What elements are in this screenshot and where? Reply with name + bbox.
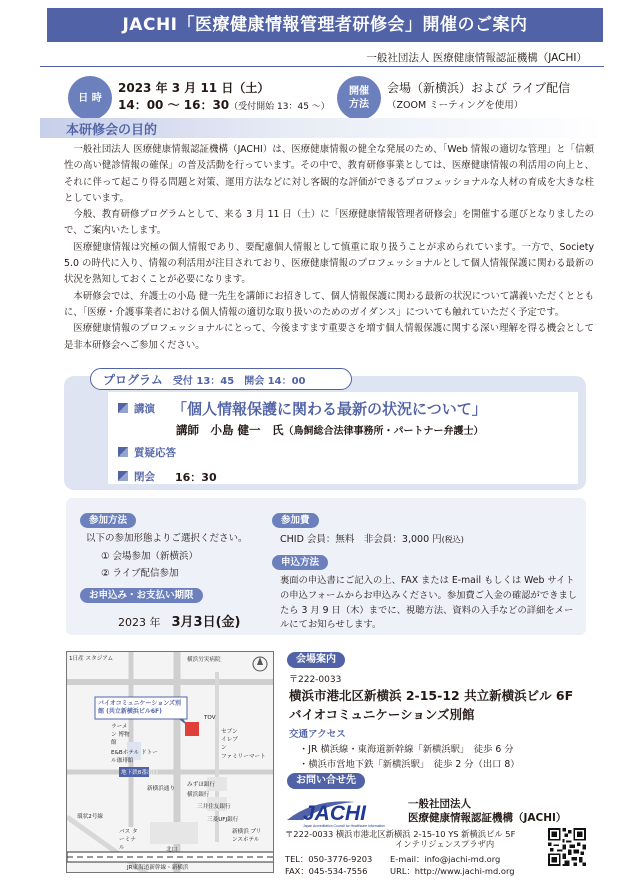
map-label: 北口 bbox=[166, 847, 178, 853]
purpose-body bbox=[64, 142, 594, 354]
participation-intro: 以下の参加形態よりご選択ください。 bbox=[86, 533, 248, 544]
apply-text: 裏面の申込書にご記入の上、FAX または E-mail もしくは Web サイトの申込フォームからお申込みください。参加費ご入金の確認ができましたら 3 月 9 日（木）までに、視聴方法、資料の入手などの詳細をメールにてお知らせします。 bbox=[280, 575, 578, 631]
access-item: ・横浜市営地下鉄「新横浜駅」 徒歩 2 分（出口 8） bbox=[299, 759, 520, 770]
map-label: セブン イレブン bbox=[221, 729, 238, 751]
closing-label: 閉会 bbox=[134, 471, 155, 483]
map-label: ラーメン 博物館 bbox=[111, 724, 130, 746]
bullet-square-icon bbox=[118, 403, 128, 413]
page-title: JACHI「医療健康情報管理者研修会」開催のご案内 bbox=[47, 8, 603, 42]
venue-label: 会場案内 bbox=[287, 652, 345, 668]
apply-label: 申込方法 bbox=[272, 555, 328, 570]
map-label: バス ターミナル bbox=[119, 829, 138, 851]
map-label: 新横浜 プリンスホテル bbox=[232, 829, 262, 843]
map-label: TOV bbox=[204, 715, 216, 721]
map-label: 地下鉄8番出口 bbox=[121, 770, 159, 776]
fee-text: CHID 会員：無料 非会員：3,000 円(税込) bbox=[280, 534, 464, 545]
date-badge: 日 時 bbox=[68, 76, 112, 120]
deadline: 2023 年 3月3日(金) bbox=[118, 615, 241, 630]
lecture-title: 「個人情報保護に関わる最新の状況について」 bbox=[172, 400, 487, 418]
participation-label: 参加方法 bbox=[80, 513, 136, 528]
map-label: ファミリーマート bbox=[221, 754, 266, 760]
contact-fax: FAX：045-534-7556 bbox=[285, 866, 368, 876]
event-time: 14：00 ～ 16：30（受付開始 13：45 ～） bbox=[118, 98, 330, 112]
purpose-paragraph: 医療健康情報のプロフェッショナルにとって、今後ますます重要さを増す個人情報保護に関する深い理解を得る機会として是非本研修会へご参加ください。 bbox=[64, 323, 594, 351]
divider bbox=[40, 66, 604, 67]
map-label: 新横浜通り bbox=[147, 786, 175, 792]
event-date: 2023 年 3 月 11 日（土） bbox=[118, 81, 270, 95]
program-label: プログラム 受付 13：45 開会 14：00 bbox=[90, 368, 352, 390]
deadline-label: お申込み・お支払い期限 bbox=[80, 588, 203, 603]
participation-option: ② ライブ配信参加 bbox=[101, 568, 179, 579]
jachi-logo-icon bbox=[285, 796, 400, 830]
venue-address: 横浜市港北区新横浜 2-15-12 共立新横浜ビル 6F bbox=[289, 688, 574, 703]
contact-tel: TEL：050-3776-9203 bbox=[285, 854, 373, 864]
bullet-square-icon bbox=[118, 471, 128, 481]
qr-code-icon bbox=[548, 828, 586, 866]
access-map bbox=[66, 651, 274, 873]
purpose-paragraph: 一般社団法人 医療健康情報認証機構（JACHI）は、医療健康情報の健全な発展のため、「Web 情報の適切な管理」と「信頼性の高い健診情報の確保」の普及活動を行っています。その中で、教育研修事業としては、医療健康情報の利活用の向上と、それに伴って起こり得る問題と対策、運用方法などに対し客観的な評価ができるプロフェッショナルな人材の育成を大きな柱としています。 bbox=[64, 144, 594, 204]
contact-org: 一般社団法人 医療健康情報認証機構（JACHI） bbox=[408, 798, 567, 824]
qa-label: 質疑応答 bbox=[134, 447, 176, 459]
map-venue-callout: バイオコミュニケーションズ別館 (共立新横浜ビル6F) bbox=[98, 700, 182, 715]
map-label: JR東海道新幹線・新横浜 bbox=[127, 865, 189, 871]
svg-text:JACHI: JACHI bbox=[303, 802, 367, 825]
venue-building: バイオコミュニケーションズ別館 bbox=[289, 707, 475, 722]
access-item: ・JR 横浜線・東海道新幹線「新横浜駅」 徒歩 6 分 bbox=[299, 744, 514, 755]
bullet-square-icon bbox=[118, 447, 128, 457]
contact-label: お問い合せ先 bbox=[287, 773, 365, 789]
event-venue: 会場（新横浜）および ライブ配信 bbox=[387, 81, 571, 95]
contact-url[interactable]: URL：http://www.jachi-md.org bbox=[390, 866, 515, 876]
access-heading: 交通アクセス bbox=[289, 729, 346, 740]
contact-address: 〒222-0033 横浜市港北区新横浜 2-15-10 YS 新横浜ビル 5F インテリジェンスプラザ内 bbox=[285, 829, 516, 849]
map-label: 横浜銀行 bbox=[187, 792, 210, 798]
purpose-paragraph: 本研修会では、弁護士の小島 健一先生を講師にお招きして、個人情報保護に関わる最新の状況について講義いただくとともに、「医療・介護事業者における個人情報の適切な取り扱いのためのガイダンス」についても触れていただく予定です。 bbox=[64, 290, 594, 318]
purpose-paragraph: 今般、教育研修プログラムとして、来る 3 月 11 日（土）に「医療健康情報管理者研修会」を開催する運びとなりましたので、ご案内いたします。 bbox=[64, 209, 594, 237]
svg-text:Japan Accreditation Council fo: Japan Accreditation Council for Healthcare Information bbox=[303, 824, 385, 828]
purpose-heading: 本研修会の目的 bbox=[40, 118, 604, 138]
lecture-label: 講演 bbox=[134, 403, 155, 415]
organizer-name: 一般社団法人 医療健康情報認証機構（JACHI） bbox=[366, 52, 587, 64]
venue-postal: 〒222-0033 bbox=[289, 675, 342, 685]
map-label: みずほ銀行 bbox=[187, 782, 215, 788]
event-venue-note: （ZOOM ミーティングを使用） bbox=[387, 100, 524, 111]
map-label: 三井住友銀行 bbox=[197, 804, 231, 810]
map-label: E&Bホテル ドトール珈琲館 bbox=[111, 750, 158, 764]
map-label: 1日産 スタジアム bbox=[69, 656, 114, 662]
contact-email[interactable]: E-mail：info@jachi-md.org bbox=[390, 854, 501, 864]
map-label: 横浜労災病院 bbox=[187, 657, 221, 663]
lecturer: 講師 小島 健一 氏（鳥飼総合法律事務所・パートナー弁護士） bbox=[176, 423, 484, 437]
jachi-logo bbox=[285, 796, 400, 830]
map-label: 三菱UFJ銀行 bbox=[207, 817, 239, 823]
purpose-paragraph: 医療健康情報は究極の個人情報であり、要配慮個人情報として慎重に取り扱うことが求められています。一方で、Society 5.0 の時代に入り、情報の利活用が注目されており、医療健康情報のプロフェッショナルとして個人情報保護に関わる最新の状況を熟知しておくことが必要になります。 bbox=[64, 241, 594, 286]
participation-option: ① 会場参加（新横浜） bbox=[101, 551, 199, 562]
fee-label: 参加費 bbox=[272, 513, 319, 528]
map-label: 環状2号線 bbox=[77, 814, 103, 820]
method-badge: 開催 方法 bbox=[337, 76, 381, 120]
closing-time: 16：30 bbox=[175, 471, 217, 484]
